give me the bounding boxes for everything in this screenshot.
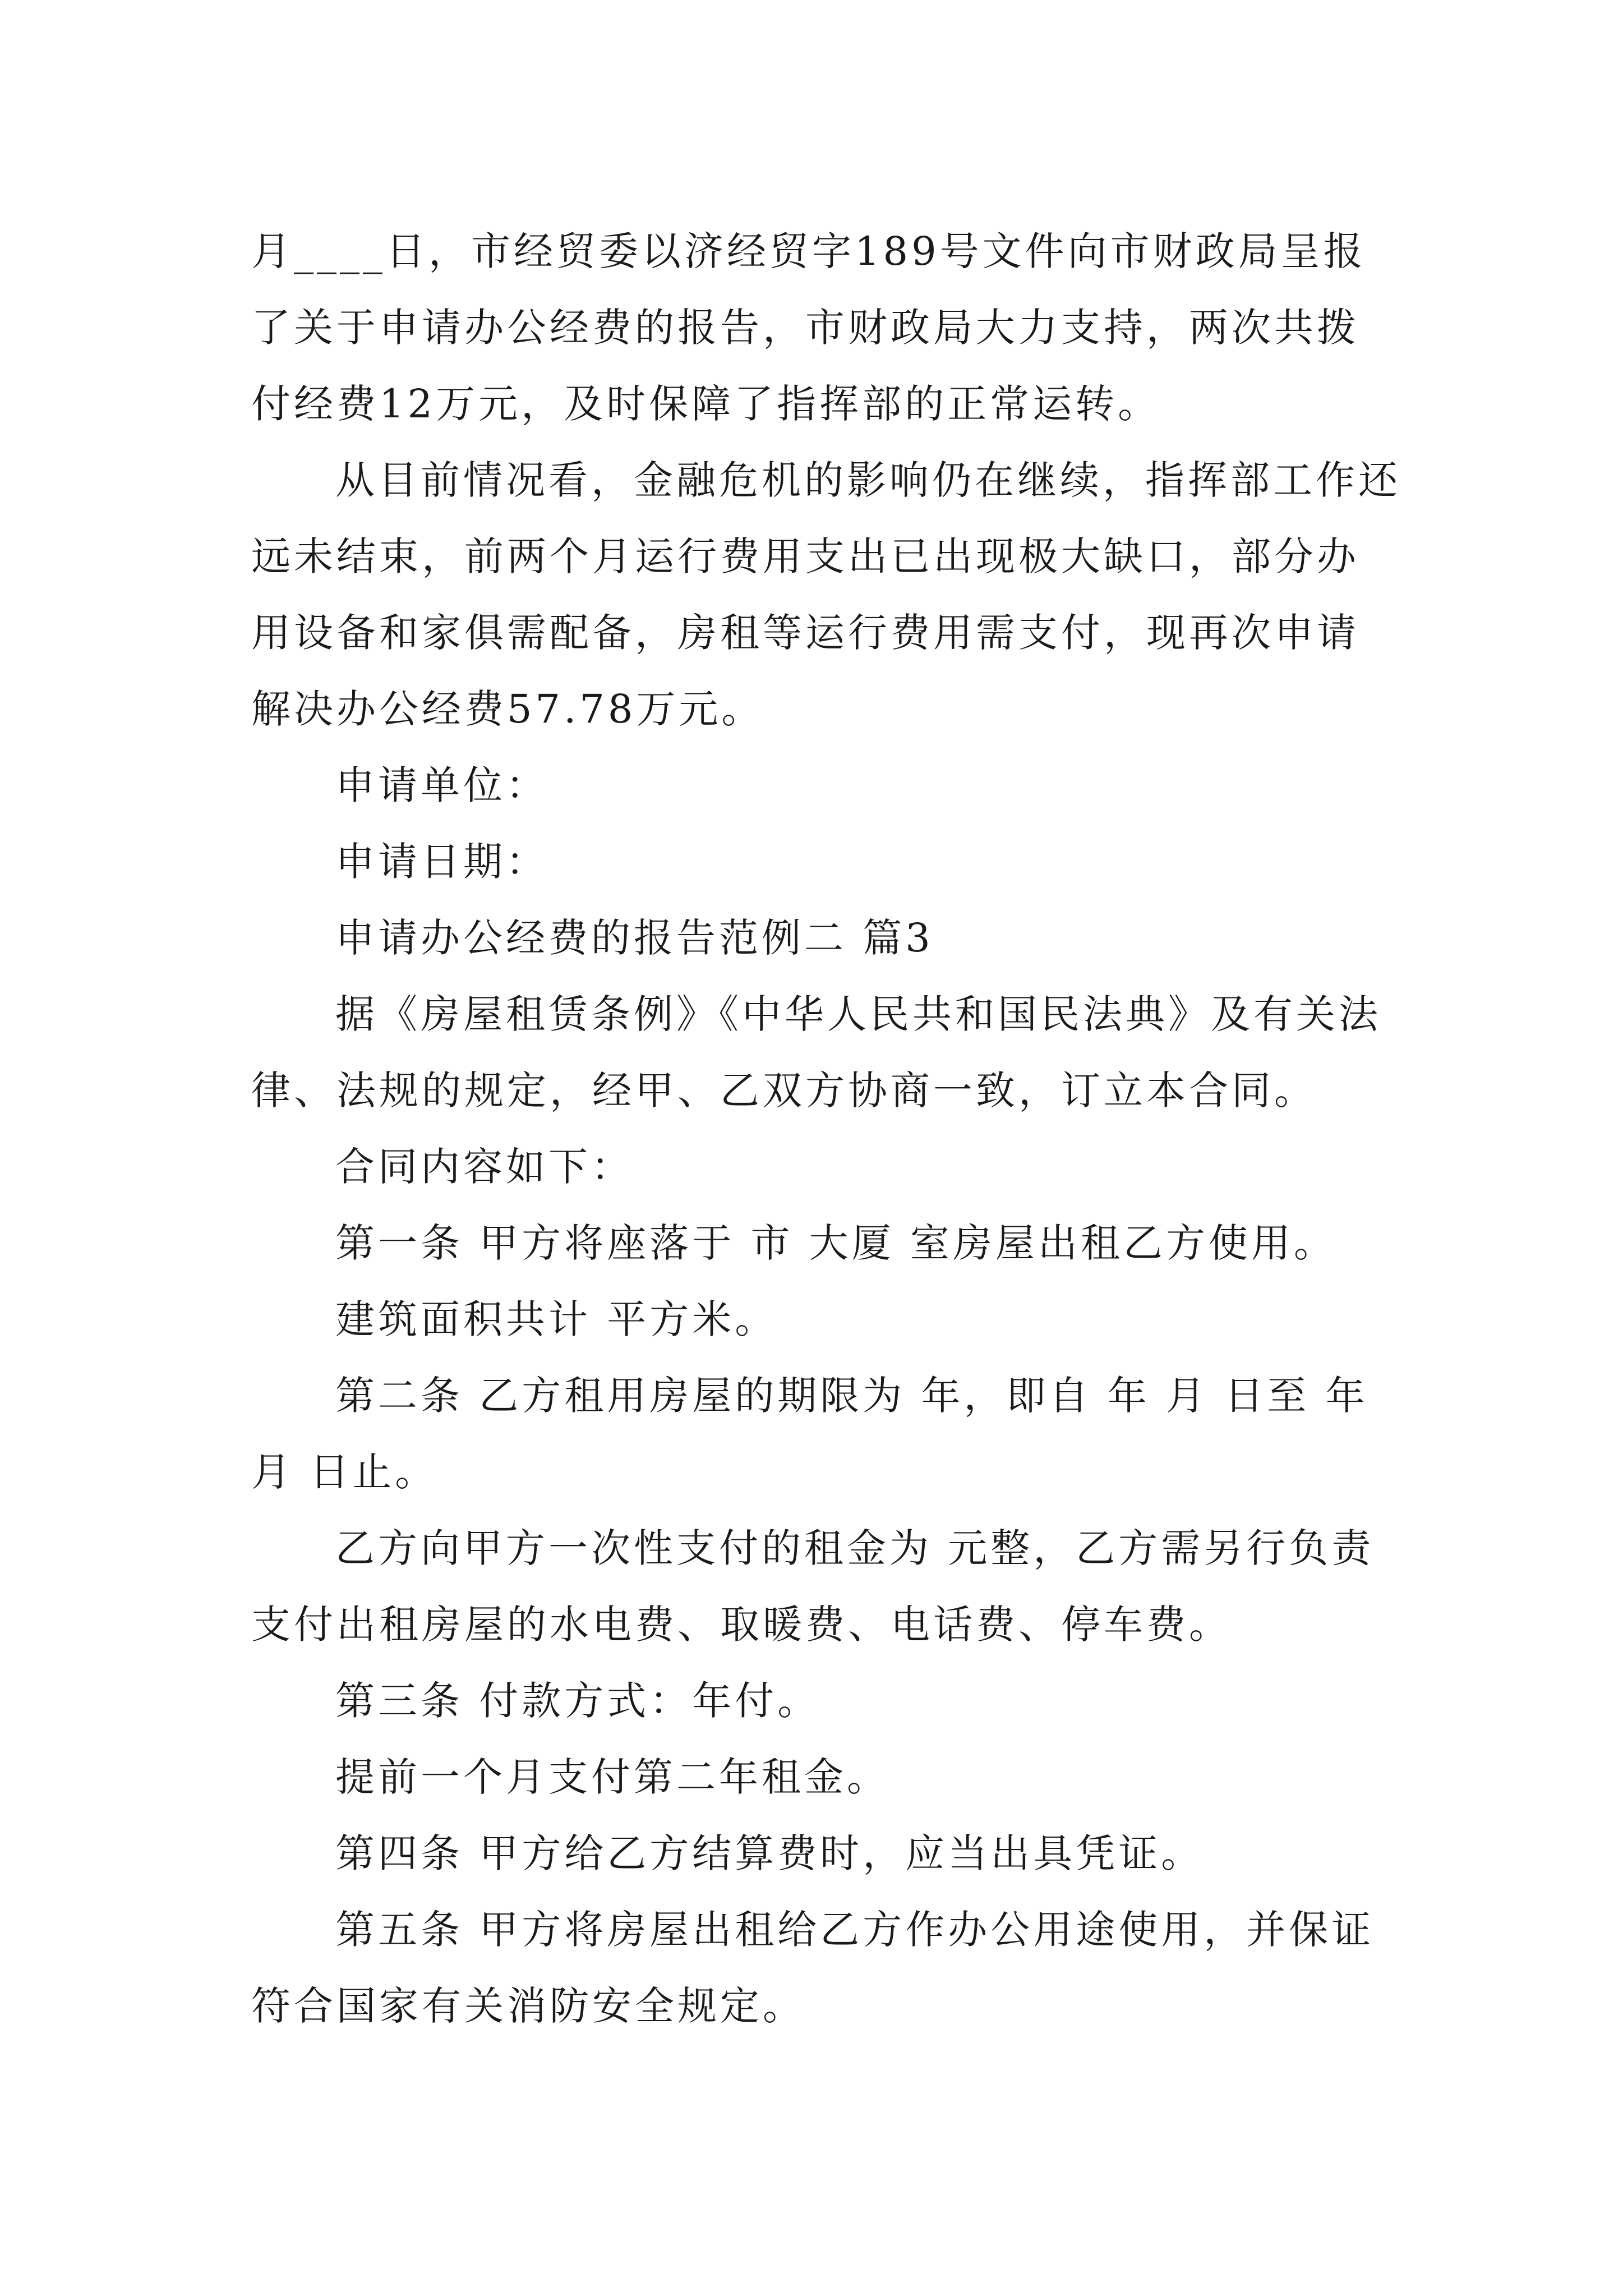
article-1-area: 建筑面积共计 平方米。 xyxy=(335,1296,778,1342)
article-2: 第二条 乙方租用房屋的期限为 年，即自 年 月 日至 年 月 日止。 xyxy=(251,1373,1368,1495)
applicant-unit-line: 申请单位： xyxy=(335,762,548,808)
document-body xyxy=(251,213,1401,2044)
paragraph-legal-basis: 据《房屋租赁条例》《中华人民共和国民法典》及有关法律、法规的规定，经甲、乙双方协商一致，订立本合同。 xyxy=(251,991,1381,1114)
paragraph-contract-intro: 合同内容如下： xyxy=(335,1144,634,1190)
article-4: 第四条 甲方给乙方结算费时，应当出具凭证。 xyxy=(335,1830,1204,1876)
application-date-line: 申请日期： xyxy=(335,839,548,885)
article-3: 第三条 付款方式：年付。 xyxy=(335,1678,820,1724)
article-2-rent: 乙方向甲方一次性支付的租金为 元整，乙方需另行负责支付出租房屋的水电费、取暖费、电话费、停车费。 xyxy=(251,1525,1375,1648)
article-5: 第五条 甲方将房屋出租给乙方作办公用途使用，并保证符合国家有关消防安全规定。 xyxy=(251,1907,1375,2029)
article-1: 第一条 甲方将座落于 市 大厦 室房屋出租乙方使用。 xyxy=(335,1220,1337,1266)
article-3-advance: 提前一个月支付第二年租金。 xyxy=(335,1754,889,1800)
paragraph-1: 月____日，市经贸委以济经贸字189号文件向市财政局呈报了关于申请办公经费的报告，市财政局大力支持，两次共拨付经费12万元，及时保障了指挥部的正常运转。 xyxy=(251,228,1366,427)
paragraph-2: 从目前情况看，金融危机的影响仍在继续，指挥部工作还远未结束，前两个月运行费用支出已出现极大缺口，部分办用设备和家俱需配备，房租等运行费用需支付，现再次申请解决办公经费57.78万元。 xyxy=(251,457,1401,732)
section-heading: 申请办公经费的报告范例二 篇3 xyxy=(335,915,934,961)
